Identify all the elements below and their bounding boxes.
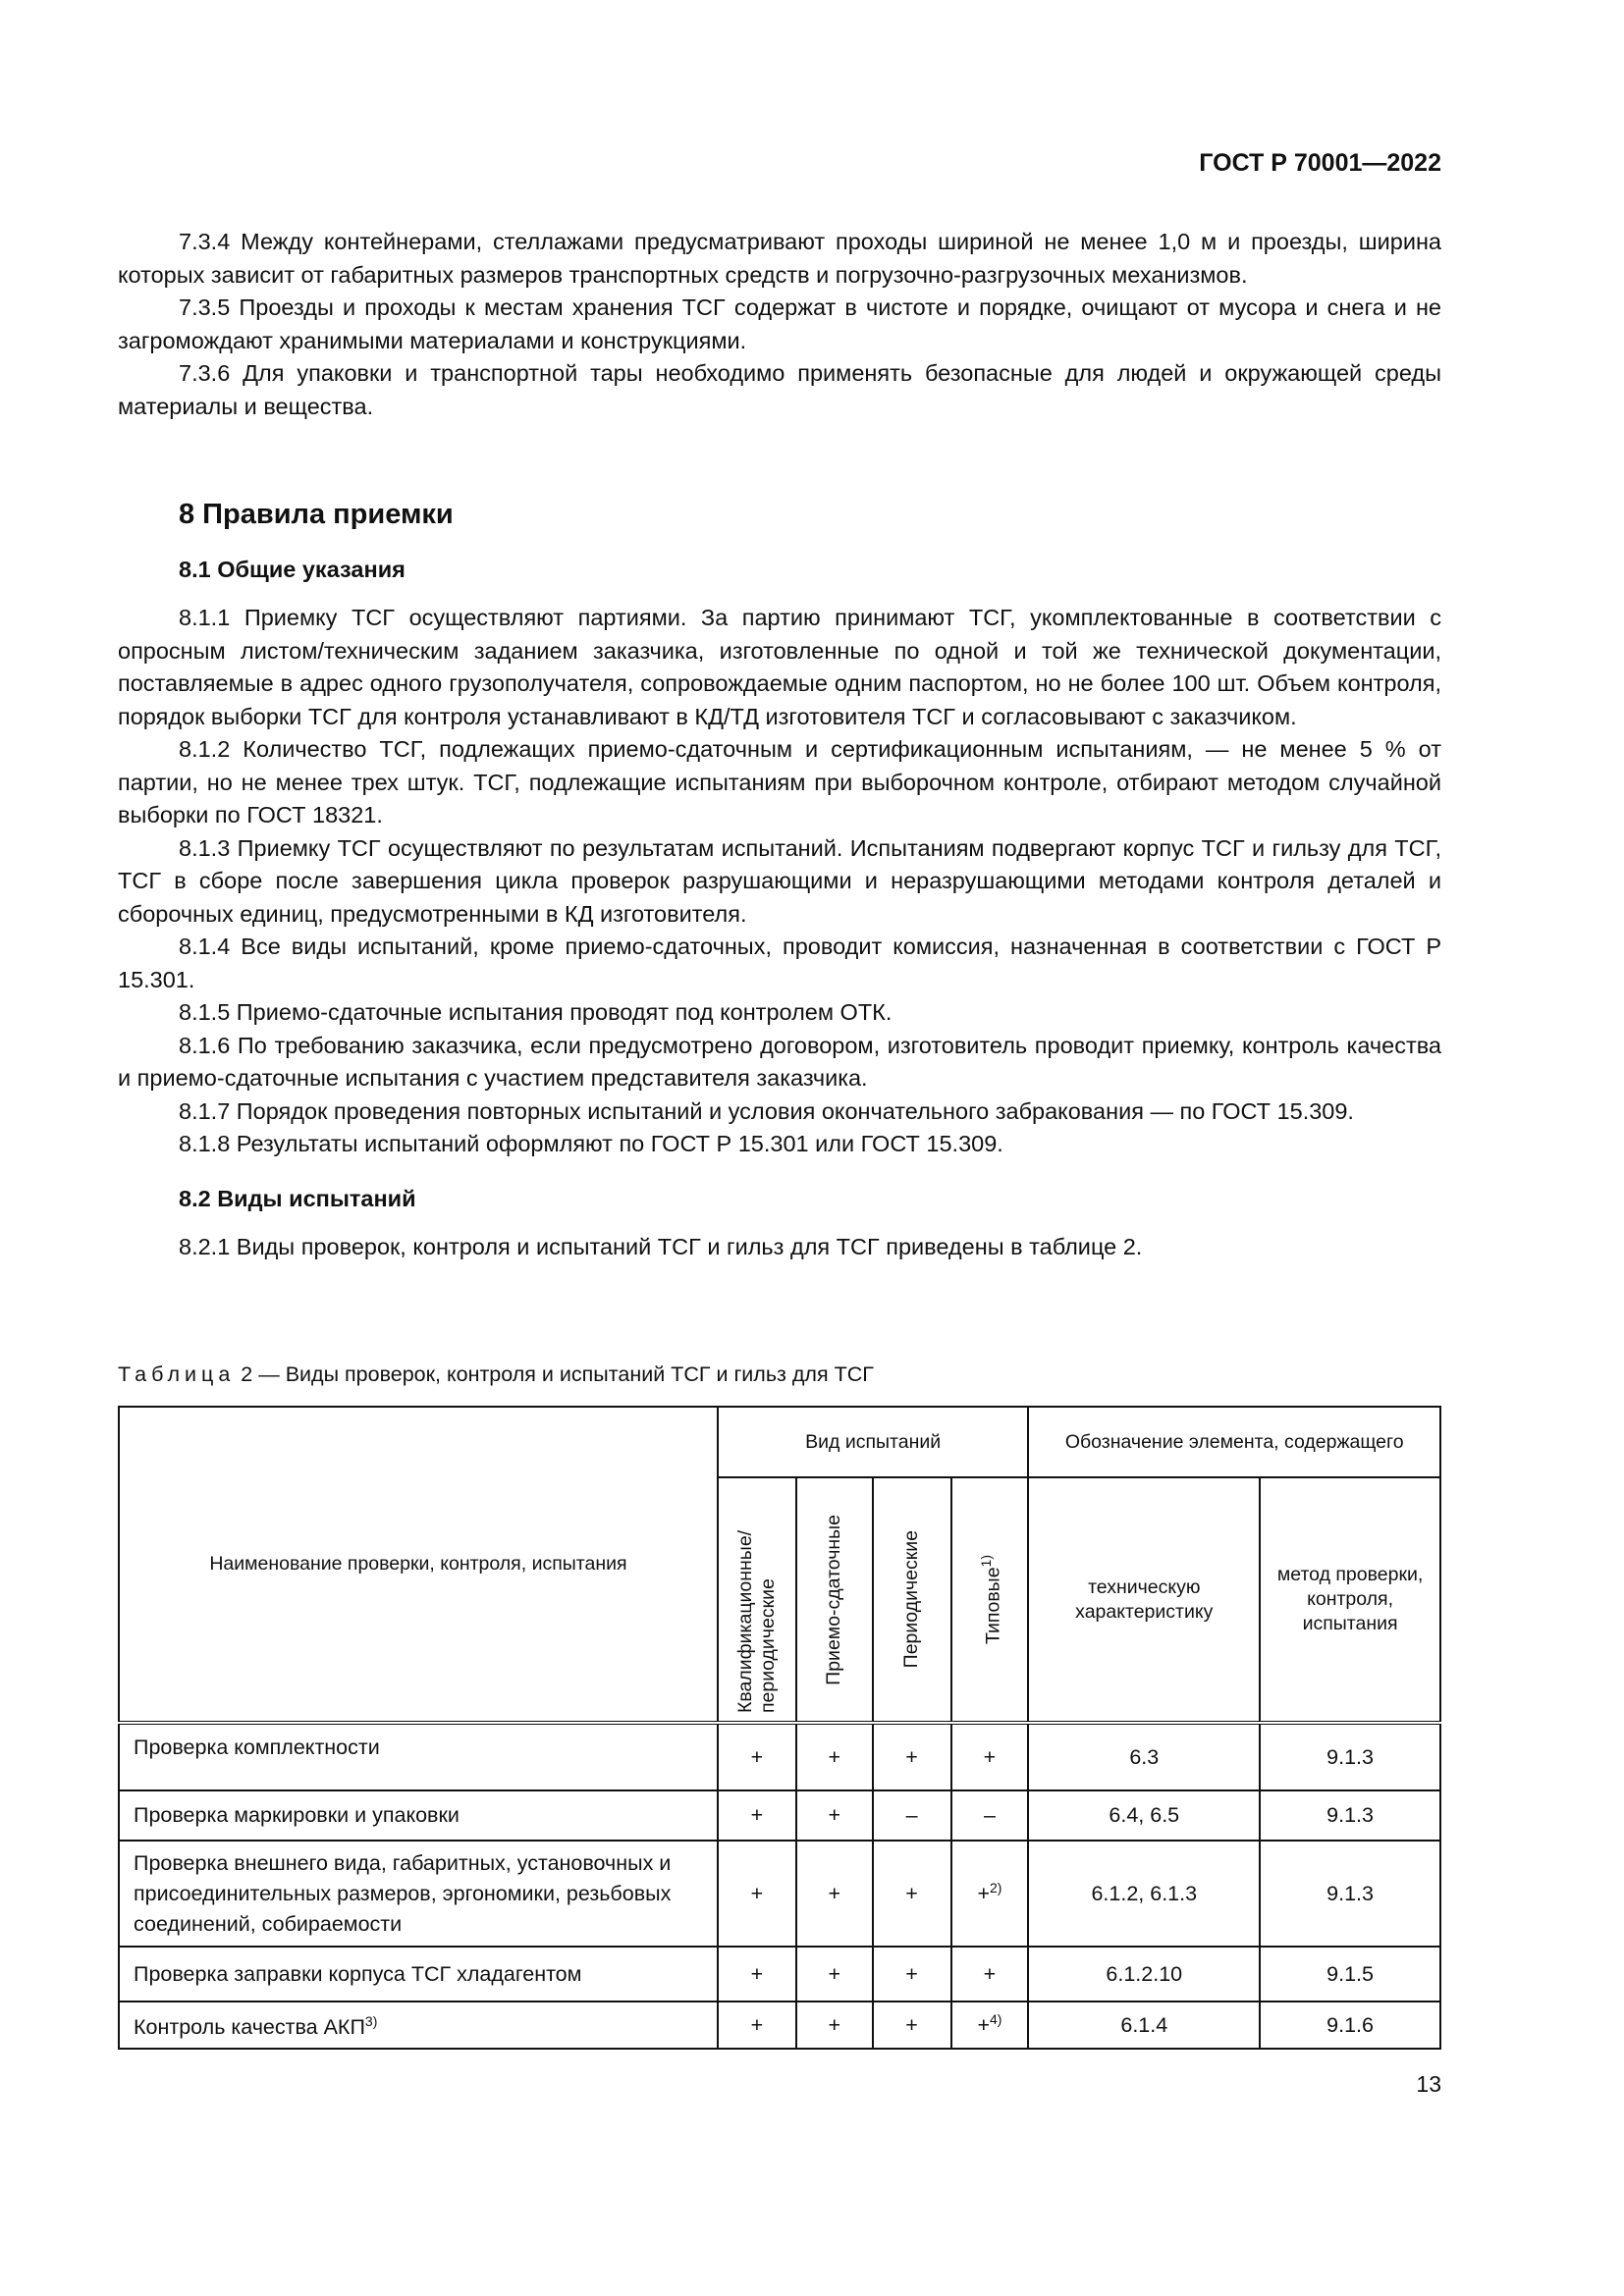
cell: +	[718, 1723, 796, 1790]
cell	[951, 1841, 1029, 1947]
cell: +	[796, 1790, 873, 1841]
subsection-heading: 8.1 Общие указания	[179, 556, 406, 582]
caption-text: 2 — Виды проверок, контроля и испытаний ТСГ и гильз для ТСГ	[241, 1362, 874, 1386]
cell: +	[796, 1841, 873, 1947]
cell-tech: 6.1.4	[1028, 2002, 1260, 2049]
cell: +	[796, 1947, 873, 2002]
table-row	[119, 1947, 1440, 2002]
cell: +	[718, 2002, 796, 2049]
caption-word: Таблица	[118, 1362, 236, 1386]
paragraph: 8.1.7 Порядок проведения повторных испытаний и условия окончательного забракования — по ГОСТ 15.309.	[179, 1097, 1354, 1124]
cell-tech: 6.4, 6.5	[1028, 1790, 1260, 1841]
cell-tech: 6.1.2.10	[1028, 1947, 1260, 2002]
header-periodic: Периодические	[900, 1530, 923, 1669]
table-row	[119, 1790, 1440, 1841]
header-type-label: Типовые	[982, 1567, 1004, 1645]
row-name: Проверка комплектности	[119, 1723, 718, 1790]
cell: +	[951, 1723, 1029, 1790]
section-8	[118, 499, 1441, 1264]
paragraph: 7.3.5 Проезды и проходы к местам хранения ТСГ содержат в чистоте и порядке, очищают от мусора и снега и не загромождают хранимыми материалами и конструкциями.	[118, 294, 1441, 353]
cell-tech: 6.1.2, 6.1.3	[1028, 1841, 1260, 1947]
section-heading: 8 Правила приемки	[179, 499, 454, 530]
row-name: Проверка внешнего вида, габаритных, установочных и присоединительных размеров, эргономики, резьбовых соединений, собираемости	[119, 1841, 718, 1947]
paragraph: 8.1.1 Приемку ТСГ осуществляют партиями. За партию принимают ТСГ, укомплектованные в соответствии с опросным листом/техническим заданием заказчика, изготовленные по одной и той же технической документации, поставляемые в адрес одного грузополучателя, сопровождаемые одним паспортом, но не более 100 шт. Объем контроля, порядок выборки ТСГ для контроля устанавливают в КД/ТД изготовителя ТСГ и согласовывают с заказчиком.	[118, 605, 1441, 729]
subsection-heading: 8.2 Виды испытаний	[179, 1185, 416, 1211]
table-caption	[118, 1362, 874, 1387]
cell: +	[718, 1947, 796, 2002]
row-name: Проверка заправки корпуса ТСГ хладагентом	[119, 1947, 718, 2002]
cell-method: 9.1.3	[1260, 1723, 1440, 1790]
table-row	[119, 1723, 1440, 1790]
row-name	[119, 2002, 718, 2049]
cell: +	[796, 2002, 873, 2049]
cell: –	[873, 1790, 951, 1841]
paragraph: 8.1.2 Количество ТСГ, подлежащих приемо-сдаточным и сертификационным испытаниям, — не менее 5 % от партии, но не менее трех штук. ТСГ, подлежащие испытаниям при выборочном контроле, отбирают методом случайной выборки по ГОСТ 18321.	[118, 736, 1441, 828]
cell: +	[873, 1947, 951, 2002]
header-kind: Вид испытаний	[718, 1407, 1029, 1477]
table-row	[119, 1841, 1440, 1947]
header-designation: Обозначение элемента, содержащего	[1028, 1407, 1440, 1477]
cell: –	[951, 1790, 1029, 1841]
cell-value: +	[977, 2013, 990, 2038]
cell: +	[951, 1947, 1029, 2002]
paragraph: 8.1.4 Все виды испытаний, кроме приемо-сдаточных, проводит комиссия, назначенная в соответствии с ГОСТ Р 15.301.	[118, 934, 1441, 992]
footnote-ref: 4)	[990, 2011, 1002, 2028]
footnote-ref: 3)	[364, 2013, 378, 2030]
table-row	[119, 2002, 1440, 2049]
cell-tech: 6.3	[1028, 1723, 1260, 1790]
paragraph: 8.1.5 Приемо-сдаточные испытания проводят под контролем ОТК.	[179, 999, 893, 1025]
paragraph: 8.1.6 По требованию заказчика, если предусмотрено договором, изготовитель проводит приемку, контроль качества и приемо-сдаточные испытания с участием представителя заказчика.	[118, 1032, 1441, 1091]
cell-value: +	[977, 1882, 990, 1906]
cell: +	[873, 1723, 951, 1790]
cell-method: 9.1.3	[1260, 1841, 1440, 1947]
row-name: Проверка маркировки и упаковки	[119, 1790, 718, 1841]
cell: +	[718, 1841, 796, 1947]
cell-method: 9.1.5	[1260, 1947, 1440, 2002]
header-tech: техническую характеристику	[1028, 1477, 1260, 1723]
header-type	[975, 1555, 1005, 1644]
page-number: 13	[1416, 2071, 1441, 2097]
paragraph: 8.1.3 Приемку ТСГ осуществляют по результатам испытаний. Испытаниям подвергают корпус ТСГ и гильзу для ТСГ, ТСГ в сборе после завершения цикла проверок разрушающими и неразрушающими методами контроля деталей и сборочных единиц, предусмотренными в КД изготовителя.	[118, 834, 1441, 927]
row-name-text: Контроль качества АКП	[134, 2015, 365, 2040]
header-acceptance: Приемо-сдаточные	[823, 1514, 845, 1685]
header-method: метод проверки, контроля, испытания	[1260, 1477, 1440, 1723]
section-7-paragraphs	[118, 226, 1441, 423]
header-name: Наименование проверки, контроля, испытания	[119, 1407, 718, 1723]
footnote-ref: 2)	[990, 1880, 1002, 1896]
paragraph: 7.3.6 Для упаковки и транспортной тары необходимо применять безопасные для людей и окружающей среды материалы и вещества.	[118, 360, 1441, 419]
cell: +	[718, 1790, 796, 1841]
paragraph: 8.1.8 Результаты испытаний оформляют по ГОСТ Р 15.301 или ГОСТ 15.309.	[179, 1131, 1003, 1156]
header-qualification: Квалификационные/ периодические	[733, 1529, 779, 1713]
paragraph: 8.2.1 Виды проверок, контроля и испытаний ТСГ и гильз для ТСГ приведены в таблице 2.	[179, 1234, 1143, 1259]
paragraph: 7.3.4 Между контейнерами, стеллажами предусматривают проходы шириной не менее 1,0 м и проезды, ширина которых зависит от габаритных размеров транспортных средств и погрузочно-разгрузочных механизмов.	[118, 229, 1441, 288]
cell	[951, 2002, 1029, 2049]
cell-method: 9.1.3	[1260, 1790, 1440, 1841]
document-header: ГОСТ Р 70001—2022	[1199, 149, 1441, 177]
tests-table	[118, 1406, 1441, 2050]
cell: +	[873, 1841, 951, 1947]
cell: +	[873, 2002, 951, 2049]
cell-method: 9.1.6	[1260, 2002, 1440, 2049]
cell: +	[796, 1723, 873, 1790]
footnote-ref: 1)	[977, 1554, 994, 1568]
